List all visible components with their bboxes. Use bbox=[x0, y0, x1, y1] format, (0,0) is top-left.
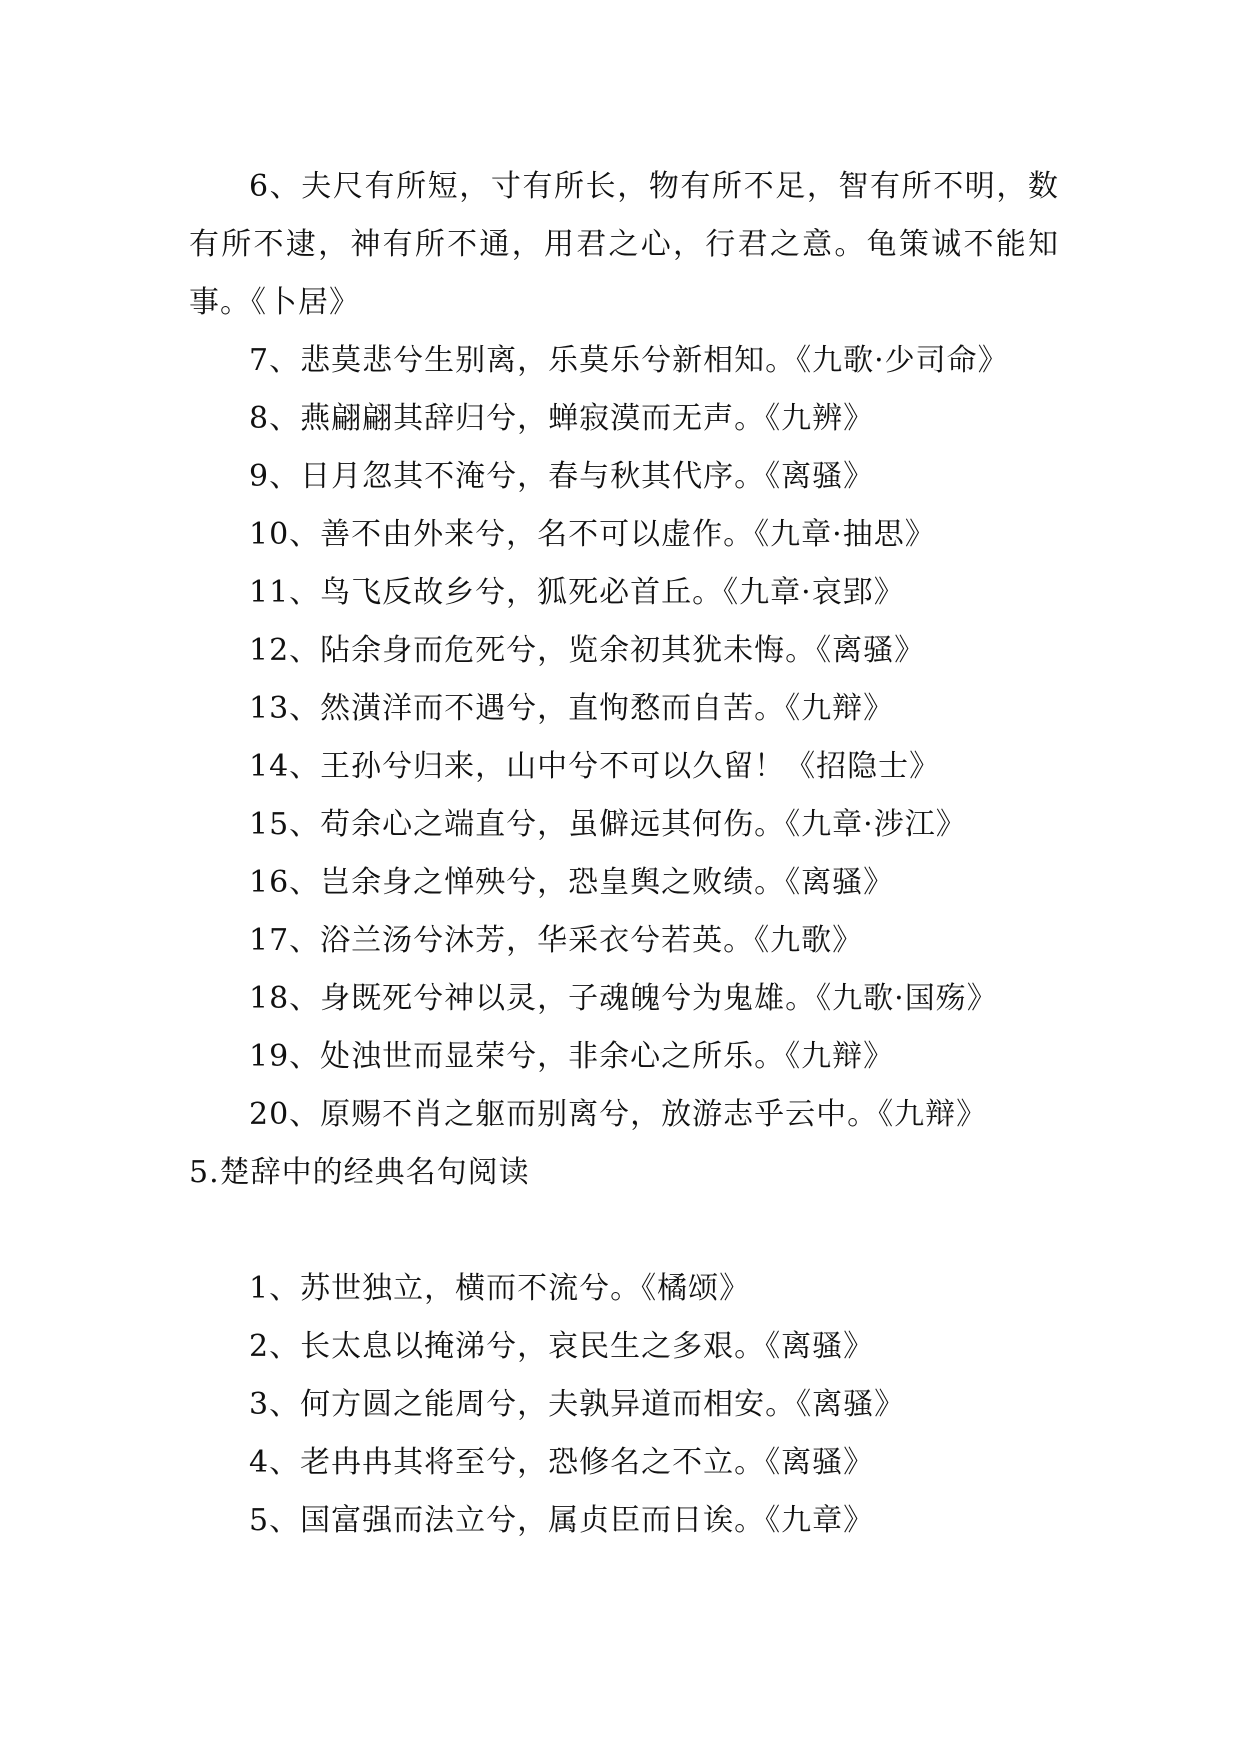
list-item: 16、岂余身之惮殃兮，恐皇舆之败绩。《离骚》 bbox=[249, 865, 895, 900]
list-item: 3、何方圆之能周兮，夫孰异道而相安。《离骚》 bbox=[249, 1387, 906, 1422]
list-item: 9、日月忽其不淹兮，春与秋其代序。《离骚》 bbox=[249, 459, 875, 494]
list-item: 13、然潢洋而不遇兮，直怐愗而自苦。《九辩》 bbox=[249, 691, 895, 726]
list-item: 5、国富强而法立兮，属贞臣而日诶。《九章》 bbox=[249, 1503, 875, 1538]
list-item: 14、王孙兮归来，山中兮不可以久留！《招隐士》 bbox=[249, 749, 941, 784]
list-item: 7、悲莫悲兮生别离，乐莫乐兮新相知。《九歌·少司命》 bbox=[249, 343, 1009, 378]
list-item: 4、老冉冉其将至兮，恐修名之不立。《离骚》 bbox=[249, 1445, 875, 1480]
list-item: 17、浴兰汤兮沐芳，华采衣兮若英。《九歌》 bbox=[249, 923, 864, 958]
blank-line bbox=[189, 1202, 1059, 1260]
list-item: 18、身既死兮神以灵，子魂魄兮为鬼雄。《九歌·国殇》 bbox=[249, 981, 998, 1016]
list-item: 15、苟余心之端直兮，虽僻远其何伤。《九章·涉江》 bbox=[249, 807, 967, 842]
list-item: 8、燕翩翩其辞归兮，蝉寂漠而无声。《九辨》 bbox=[249, 401, 875, 436]
list-item: 1、苏世独立，横而不流兮。《橘颂》 bbox=[249, 1271, 751, 1306]
quote-list-2 bbox=[189, 1260, 1059, 1550]
list-item: 12、阽余身而危死兮，览余初其犹未悔。《离骚》 bbox=[249, 633, 926, 668]
list-item: 2、长太息以掩涕兮，哀民生之多艰。《离骚》 bbox=[249, 1329, 875, 1364]
list-item: 20、原赐不肖之躯而别离兮，放游志乎云中。《九辩》 bbox=[249, 1097, 988, 1132]
section-heading: 5.楚辞中的经典名句阅读 bbox=[189, 1155, 530, 1190]
document-body bbox=[189, 158, 1059, 1550]
list-item: 11、鸟飞反故乡兮，狐死必首丘。《九章·哀郢》 bbox=[249, 575, 905, 610]
quote-paragraph-6: 6、夫尺有所短，寸有所长，物有所不足，智有所不明，数有所不逮，神有所不通，用君之心，行君之意。龟策诚不能知事。《卜居》 bbox=[189, 169, 1059, 320]
list-item: 10、善不由外来兮，名不可以虚作。《九章·抽思》 bbox=[249, 517, 936, 552]
quote-list-1 bbox=[189, 332, 1059, 1144]
list-item: 19、处浊世而显荣兮，非余心之所乐。《九辩》 bbox=[249, 1039, 895, 1074]
